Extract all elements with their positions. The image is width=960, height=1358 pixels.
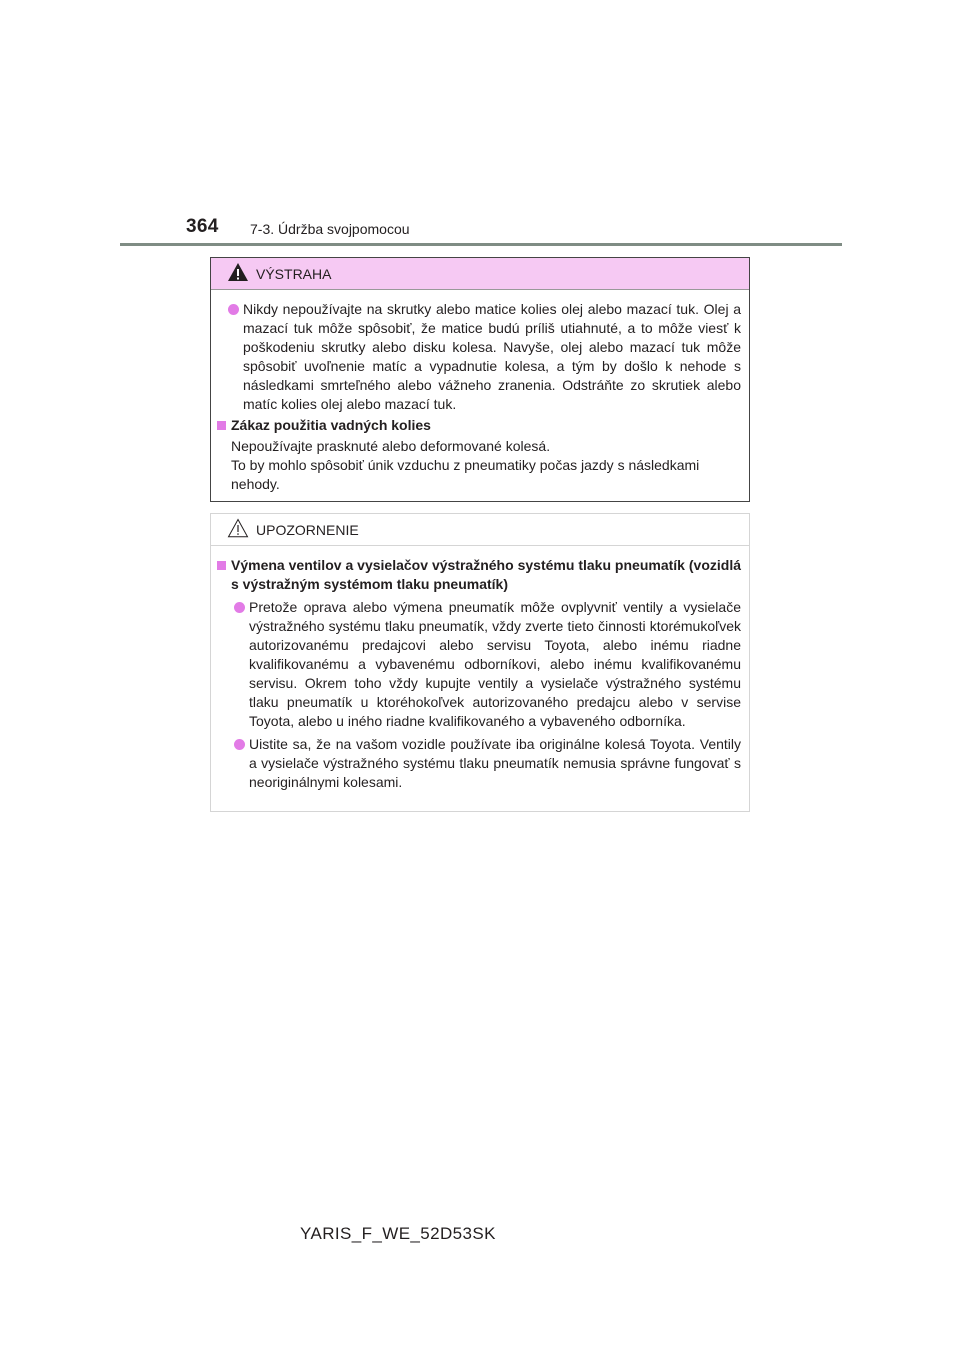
page-number: 364 xyxy=(186,216,219,237)
caution-subheading: Výmena ventilov a vysielačov výstražného systému tlaku pneumatík (vozidlá s výstražným systémom tlaku pneumatík) xyxy=(231,557,741,592)
caution-subheading-item xyxy=(217,556,741,594)
caution-body xyxy=(211,546,749,792)
bullet-square-icon xyxy=(217,421,226,430)
caution-bullet-item xyxy=(217,598,741,731)
bullet-square-icon xyxy=(217,561,226,570)
warning-paragraph-line: Nepoužívajte prasknuté alebo deformované kolesá. xyxy=(231,438,551,454)
warning-paragraph xyxy=(217,437,741,494)
section-title: 7-3. Údržba svojpomocou xyxy=(250,221,410,237)
caution-bullet-text: Uistite sa, že na vašom vozidle používate iba originálne kolesá Toyota. Ventily a vysielače výstražného systému tlaku pneumatík nemusia správne fungovať s neoriginálnymi kolesami. xyxy=(249,736,741,790)
warning-subheading: Zákaz použitia vadných kolies xyxy=(231,417,431,433)
warning-body xyxy=(211,290,749,494)
caution-label: UPOZORNENIE xyxy=(256,522,359,538)
warning-bullet-item xyxy=(217,300,741,414)
caution-bullet-item xyxy=(217,735,741,792)
bullet-dot-icon xyxy=(234,602,245,613)
caution-bullet-text: Pretože oprava alebo výmena pneumatík môže ovplyvniť ventily a vysielače výstražného systému tlaku pneumatík, vždy zverte tieto činnosti ktorémukoľvek autorizovanému predajcovi alebo servisu Toyota, alebo inému riadne kvalifikovanému a vybavenému odborníkovi, alebo inému kvalifikovanému servisu. Okrem toho vždy kupujte ventily a vysielače výstražného systému tlaku pneumatík u ktoréhokoľvek autorizovaného predajcu alebo v servise Toyota, alebo u iného riadne kvalifikovaného a vybaveného odborníka. xyxy=(249,599,741,729)
caution-header xyxy=(211,514,749,546)
warning-triangle-filled-icon xyxy=(227,262,249,282)
warning-label: VÝSTRAHA xyxy=(256,266,332,282)
warning-triangle-outline-icon xyxy=(227,518,249,538)
header-rule xyxy=(120,243,842,246)
warning-box xyxy=(210,257,750,502)
warning-bullet-text: Nikdy nepoužívajte na skrutky alebo matice kolies olej alebo mazací tuk. Olej a mazací tuk môže spôsobiť, že matice budú príliš utiahnuté, a to môže viesť k poškodeniu skrutky alebo disku kolesa. Navyše, olej alebo mazací tuk môže spôsobiť uvoľnenie matíc a vypadnutie kolesa, a tým by došlo k nehode s následkami smrteľného alebo vážneho zranenia. Odstráňte zo skrutiek alebo matíc kolies olej alebo mazací tuk. xyxy=(243,301,741,412)
bullet-dot-icon xyxy=(228,304,239,315)
bullet-dot-icon xyxy=(234,739,245,750)
caution-box xyxy=(210,513,750,812)
document-code: YARIS_F_WE_52D53SK xyxy=(300,1224,496,1243)
warning-paragraph-line: To by mohlo spôsobiť únik vzduchu z pneumatiky počas jazdy s následkami nehody. xyxy=(231,457,700,492)
warning-header xyxy=(211,258,749,290)
warning-subheading-item xyxy=(217,416,741,435)
